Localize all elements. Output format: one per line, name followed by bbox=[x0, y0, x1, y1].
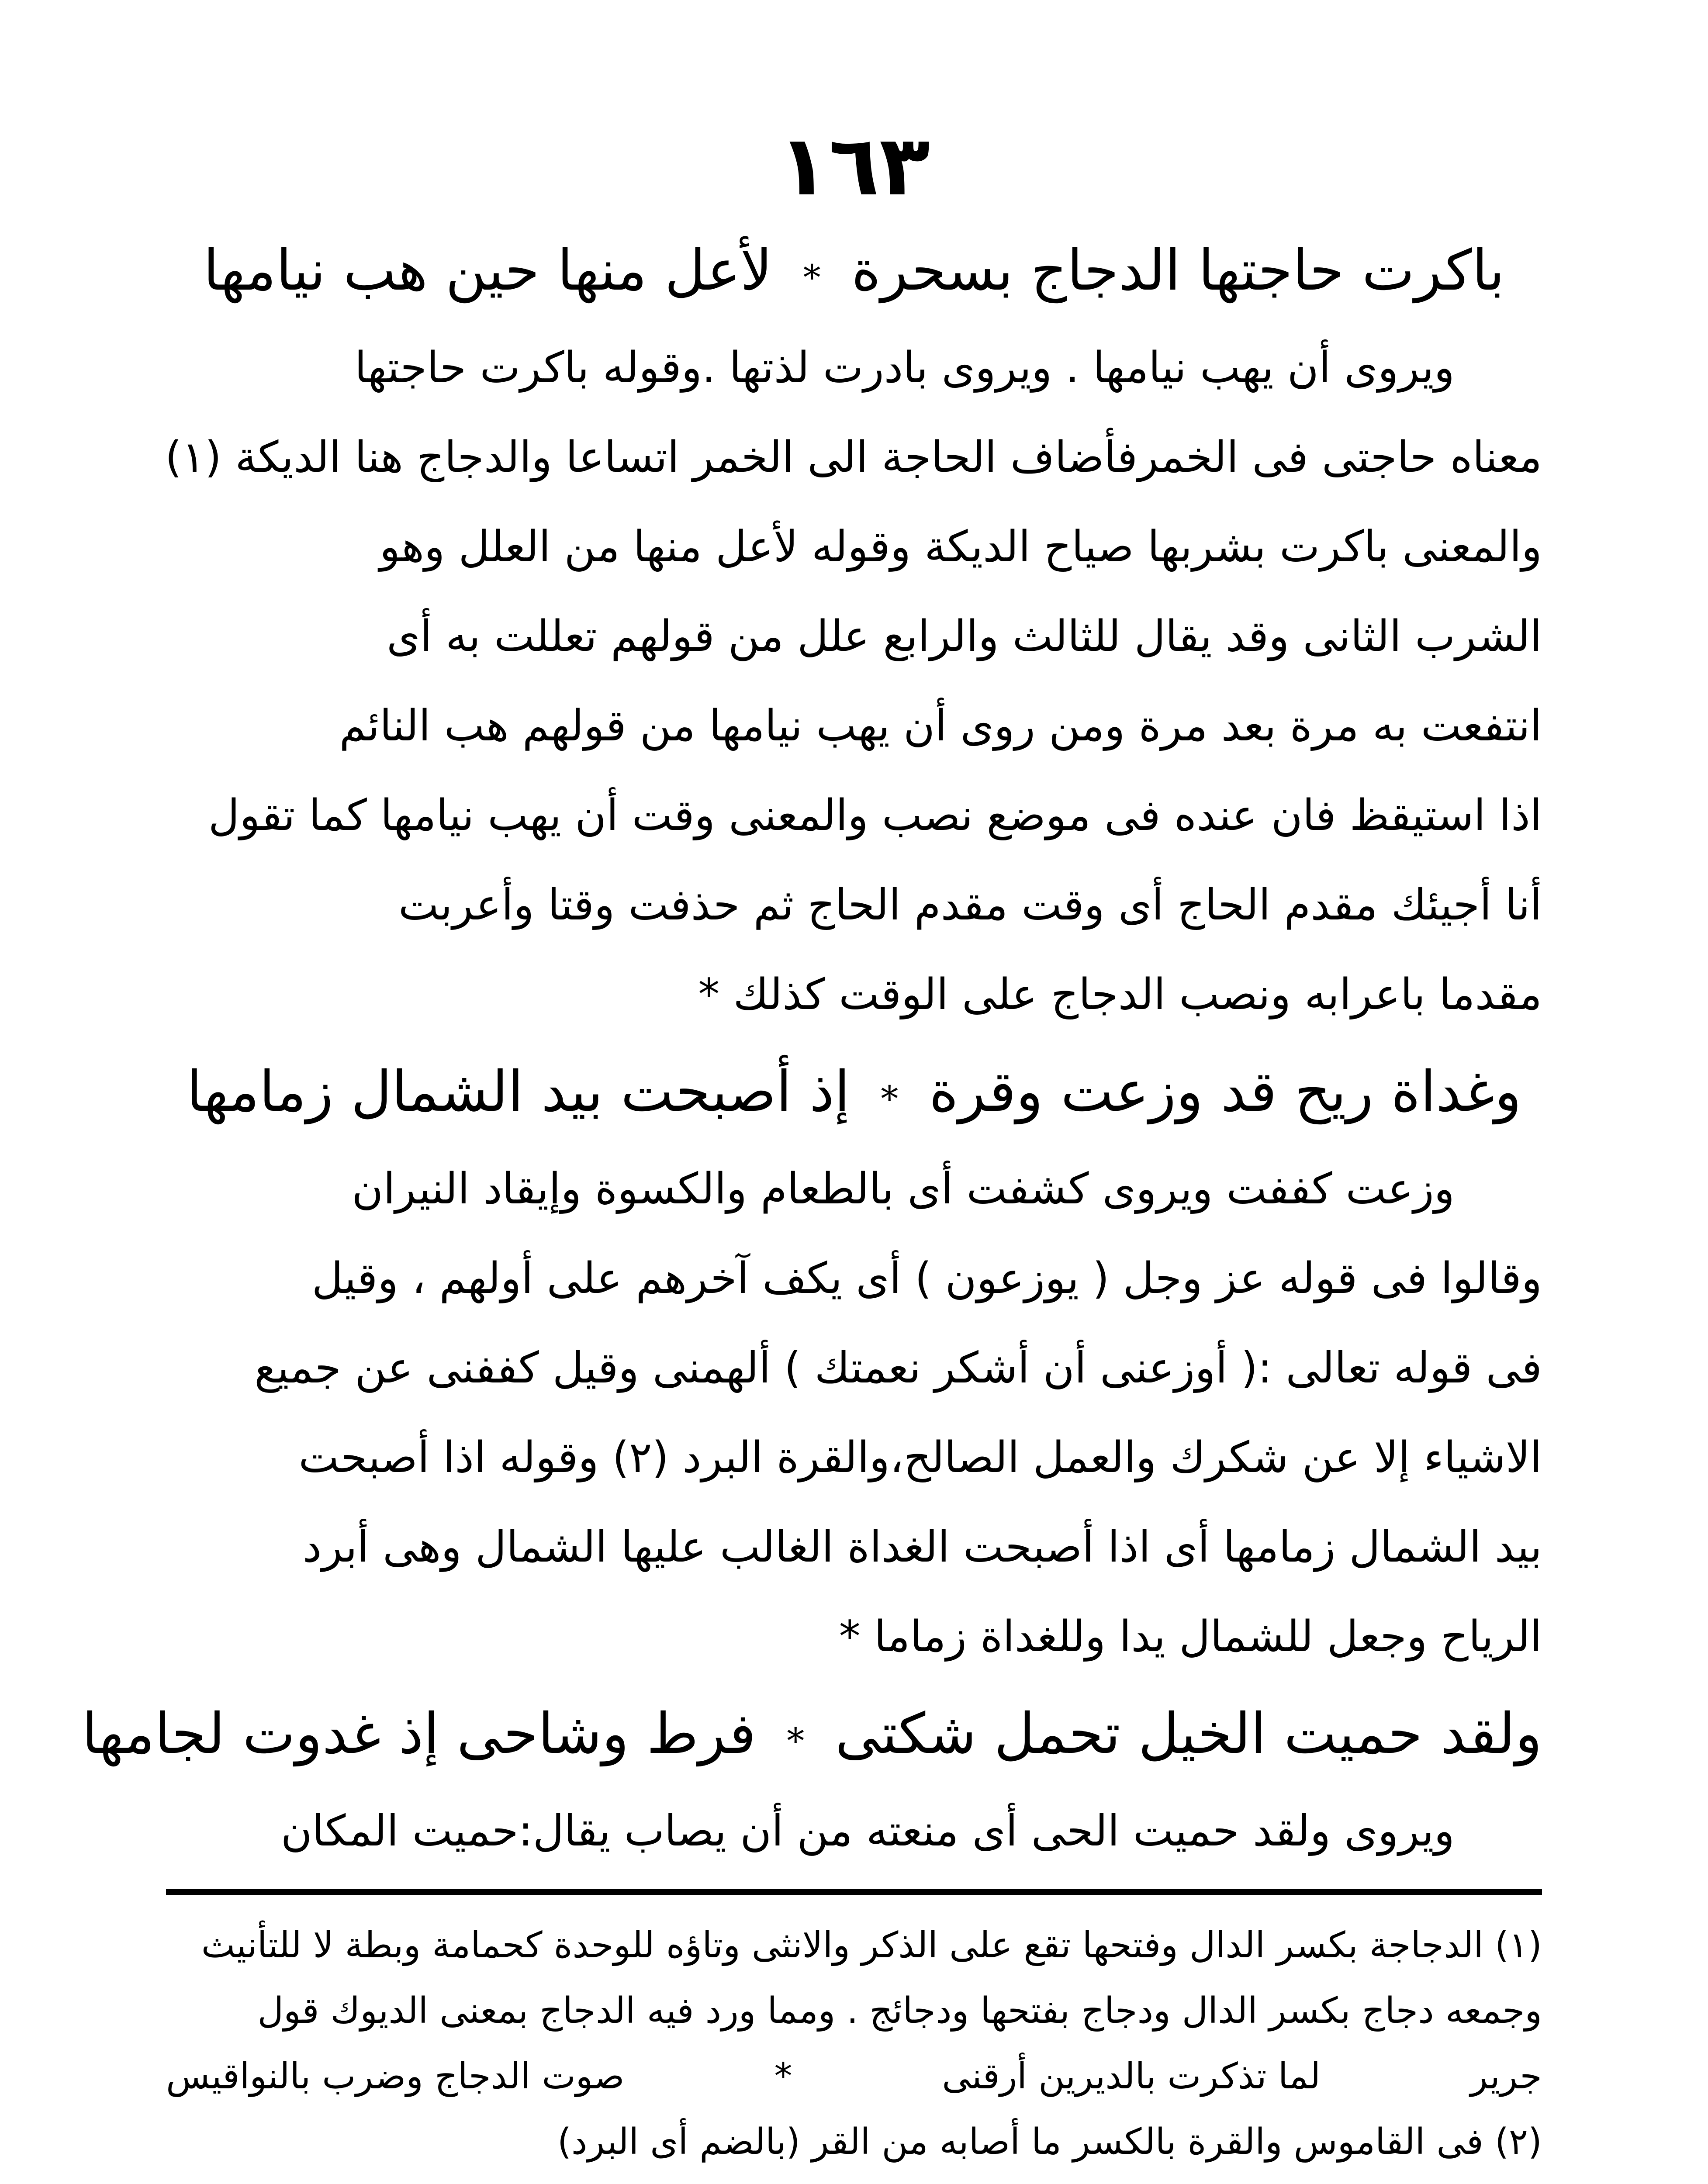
commentary-line: وزعت كففت ويروى كشفت أى بالطعام والكسوة وإيقاد النيران bbox=[352, 1164, 1455, 1214]
commentary-line: معناه حاجتى فى الخمرفأضاف الحاجة الى الخمر اتساعا والدجاج هنا الديكة (١) bbox=[165, 432, 1542, 482]
footnote-verse-separator: * bbox=[774, 2056, 792, 2097]
commentary-line: أنا أجيئك مقدم الحاج أى وقت مقدم الحاج ثم حذفت وقتا وأعربت bbox=[398, 880, 1542, 930]
commentary-line: ويروى أن يهب نيامها . ويروى بادرت لذتها .وقوله باكرت حاجتها bbox=[354, 343, 1455, 393]
footnote-1-line: (١) الدجاجة بكسر الدال وفتحها تقع على الذكر والانثى وتاؤه للوحدة كحمامة وبطة لا للتأنيث bbox=[201, 1925, 1542, 1966]
commentary-line: فى قوله تعالى :( أوزعنى أن أشكر نعمتك ) ألهمنى وقيل كففنى عن جميع bbox=[254, 1343, 1542, 1393]
commentary-block-2 bbox=[166, 1144, 1542, 1682]
commentary-line: انتفعت به مرة بعد مرة ومن روى أن يهب نيامها من قولهم هب النائم bbox=[339, 701, 1542, 751]
commentary-line: الشرب الثانى وقد يقال للثالث والرابع علل من قولهم تعللت به أى bbox=[387, 612, 1542, 661]
commentary-line: وقالوا فى قوله عز وجل ( يوزعون ) أى يكف آخرهم على أولهم ، وقيل bbox=[311, 1254, 1542, 1303]
page-number: ١٦٣ bbox=[778, 117, 930, 214]
footnote-verse-first-hemistich: لما تذكرت بالديرين أرقنى bbox=[942, 2056, 1321, 2097]
commentary-line: الرياح وجعل للشمال يدا وللغداة زماما * bbox=[839, 1612, 1542, 1662]
commentary-line: مقدما باعرابه ونصب الدجاج على الوقت كذلك * bbox=[698, 970, 1542, 1019]
verse-line-2 bbox=[166, 1040, 1542, 1144]
verse-3-first-hemistich: ولقد حميت الخيل تحمل شكتى bbox=[835, 1701, 1542, 1766]
verse-line-3 bbox=[82, 1682, 1542, 1787]
footnotes bbox=[166, 1913, 1542, 2175]
commentary-line: والمعنى باكرت بشربها صياح الديكة وقوله لأعل منها من العلل وهو bbox=[379, 522, 1542, 572]
verse-1-second-hemistich: لأعل منها حين هب نيامها bbox=[203, 238, 772, 303]
commentary-line: ويروى ولقد حميت الحى أى منعته من أن يصاب يقال:حميت المكان bbox=[280, 1806, 1455, 1856]
footnote-verse-second-hemistich: صوت الدجاج وضرب بالنواقيس bbox=[166, 2056, 625, 2097]
book-page bbox=[82, 114, 1542, 2184]
commentary-line: الاشياء إلا عن شكرك والعمل الصالح،والقرة البرد (٢) وقوله اذا أصبحت bbox=[298, 1433, 1542, 1482]
footnote-1-line: وجمعه دجاج بكسر الدال ودجاج بفتحها ودجائج . ومما ورد فيه الدجاج بمعنى الديوك قول bbox=[257, 1990, 1542, 2032]
verse-2-first-hemistich: وغداة ريح قد وزعت وقرة bbox=[929, 1059, 1522, 1124]
verse-3-second-hemistich: فرط وشاحى إذ غدوت لجامها bbox=[82, 1701, 756, 1766]
verse-separator-star: * bbox=[787, 1721, 805, 1761]
commentary-block-1 bbox=[166, 323, 1542, 1040]
verse-separator-star: * bbox=[803, 257, 821, 298]
commentary-line: بيد الشمال زمامها أى اذا أصبحت الغداة الغالب عليها الشمال وهى أبرد bbox=[302, 1522, 1542, 1572]
commentary-block-3 bbox=[166, 1787, 1542, 1876]
footnote-1-verse bbox=[166, 2044, 1542, 2109]
footnote-divider bbox=[166, 1889, 1542, 1895]
verse-separator-star: * bbox=[881, 1078, 899, 1119]
verse-1-first-hemistich: باكرت حاجتها الدجاج بسحرة bbox=[851, 238, 1505, 303]
commentary-line: اذا استيقظ فان عنده فى موضع نصب والمعنى وقت أن يهب نيامها كما تقول bbox=[208, 791, 1542, 840]
footnote-2: (٢) فى القاموس والقرة بالكسر ما أصابه من القر (بالضم أى البرد) bbox=[557, 2121, 1542, 2163]
verse-line-1 bbox=[166, 218, 1542, 323]
verse-2-second-hemistich: إذ أصبحت بيد الشمال زمامها bbox=[186, 1059, 850, 1124]
footnote-verse-poet: جرير bbox=[1470, 2056, 1542, 2097]
